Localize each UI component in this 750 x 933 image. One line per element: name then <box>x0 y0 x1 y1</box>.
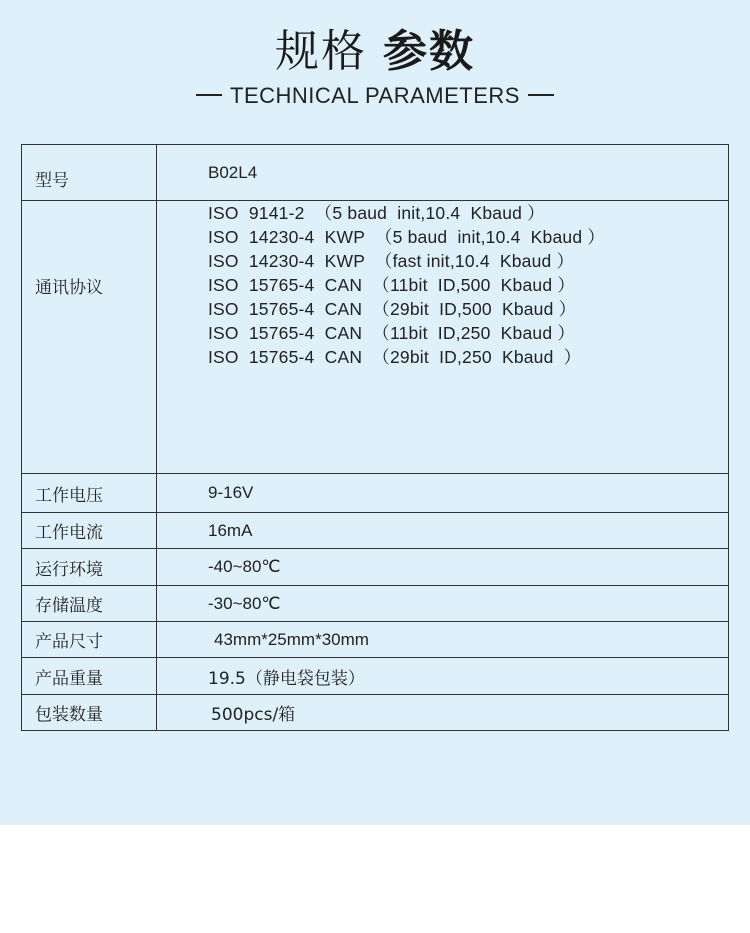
left-dash <box>196 94 222 96</box>
row-label: 包装数量 <box>22 695 157 731</box>
protocol-list <box>157 201 729 474</box>
list-item: ISO 15765-4 CAN （29bit ID,250 Kbaud ） <box>208 347 582 367</box>
page-subtitle <box>0 82 750 110</box>
spec-table <box>21 144 729 731</box>
row-value: 19.5（静电袋包装） <box>157 658 729 695</box>
row-label: 产品重量 <box>22 658 157 695</box>
table-row-operating-env <box>22 549 729 586</box>
table-row-protocols <box>22 201 729 474</box>
row-value: 500pcs/箱 <box>157 695 729 731</box>
title-light: 规格 <box>275 26 367 77</box>
row-value: 16mA <box>157 513 729 549</box>
table-row-packing <box>22 695 729 731</box>
row-value: 9-16V <box>157 474 729 513</box>
row-label: 通讯协议 <box>22 201 157 474</box>
list-item: ISO 14230-4 KWP （fast init,10.4 Kbaud ） <box>208 251 575 271</box>
row-value: 43mm*25mm*30mm <box>157 622 729 658</box>
table-row-dimensions <box>22 622 729 658</box>
right-dash <box>528 94 554 96</box>
table-row-weight <box>22 658 729 695</box>
table-row-storage-temp <box>22 586 729 622</box>
row-value: -30~80℃ <box>157 586 729 622</box>
list-item: ISO 15765-4 CAN （29bit ID,500 Kbaud ） <box>208 299 577 319</box>
table-row-voltage <box>22 474 729 513</box>
row-label: 运行环境 <box>22 549 157 586</box>
row-label: 工作电流 <box>22 513 157 549</box>
list-item: ISO 15765-4 CAN （11bit ID,250 Kbaud ） <box>208 323 576 343</box>
row-value: B02L4 <box>157 145 729 201</box>
title-bold: 参数 <box>383 26 475 77</box>
table-row-current <box>22 513 729 549</box>
list-item: ISO 15765-4 CAN （11bit ID,500 Kbaud ） <box>208 275 576 295</box>
list-item: ISO 14230-4 KWP （5 baud init,10.4 Kbaud ） <box>208 227 606 247</box>
row-label: 存储温度 <box>22 586 157 622</box>
row-label: 产品尺寸 <box>22 622 157 658</box>
subtitle-text: TECHNICAL PARAMETERS <box>230 83 520 108</box>
table-row-model <box>22 145 729 201</box>
page-title <box>0 24 750 80</box>
row-label: 型号 <box>22 145 157 201</box>
list-item: ISO 9141-2 （5 baud init,10.4 Kbaud ） <box>208 203 545 223</box>
row-label: 工作电压 <box>22 474 157 513</box>
row-value: -40~80℃ <box>157 549 729 586</box>
